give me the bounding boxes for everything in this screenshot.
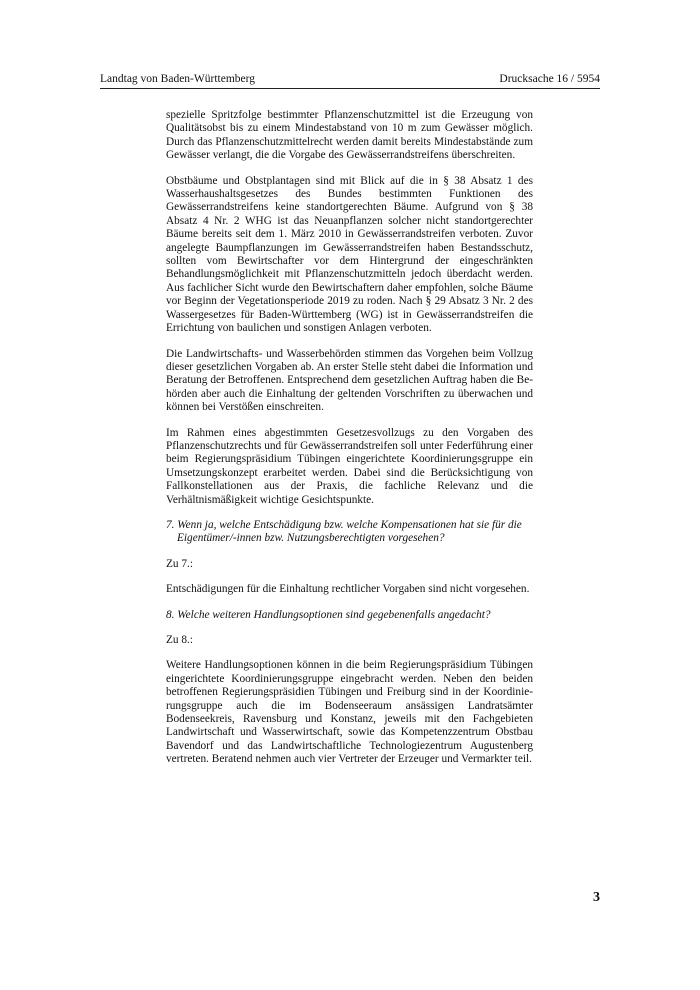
paragraph-3: Die Landwirtschafts- und Wasserbehörden stimmen das Vorgehen beim Vollzug dieser gesetzlichen Vorgaben ab. An erster Stelle steht dabei die Information und Beratung der Betroffenen. Entsprechend dem gesetzlichen Auftrag haben die Behörden aber auch die Einhaltung der geltenden Vorschriften zu überwachen und können bei Verstößen einschreiten. (166, 347, 533, 414)
paragraph-2: Obstbäume und Obstplantagen sind mit Blick auf die in § 38 Absatz 1 des Wasserhaushaltsgesetzes des Bundes bestimmten Funktionen des Gewässerrandstreifens keine standortgerechten Bäume. Aufgrund von § 38 Absatz 4 Nr. 2 WHG ist das Neuanpflanzen solcher nicht standortgerechter Bäume bereits seit dem 1. März 2010 in Gewässerrandstreifen verboten. Zuvor angelegte Baumpflanzungen im Gewässerrandstreifen haben Bestandsschutz, sollten vom Bewirtschafter vor dem Hintergrund der eingeschränkten Behandlungsmöglichkeit mit Pflanzenschutzmitteln jedoch überdacht werden. Aus fachlicher Sicht wurde den Bewirtschaftern daher empfohlen, solche Bäume vor Beginn der Vegetationsperiode 2019 zu roden. Nach § 29 Absatz 3 Nr. 2 des Wassergesetzes für Baden-Württemberg (WG) ist in Gewässerrandstreifen die Errichtung von baulichen und sonstigen Anlagen verboten. (166, 174, 533, 335)
document-body (166, 109, 533, 779)
question-8: 8. Welche weiteren Handlungsoptionen sind gegebenenfalls angedacht? (166, 608, 491, 621)
header-title: Landtag von Baden-Württemberg (100, 73, 255, 85)
paragraph-4: Im Rahmen eines abgestimmten Gesetzesvollzugs zu den Vorgaben des Pflanzenschutzrechts und für Gewässerrandstreifen soll unter Federführung einer beim Regierungspräsidium Tübingen eingerichtete Koordinierungsgruppe ein Umsetzungskonzept erarbeitet werden. Dabei sind die Berücksichtigung von Fallkonstellationen aus der Praxis, die fachliche Relevanz und die Verhältnismäßigkeit wichtige Gesichtspunkte. (166, 426, 533, 506)
page-number: 3 (593, 890, 600, 905)
paragraph-1: spezielle Spritzfolge bestimmter Pflanzenschutzmittel ist die Erzeugung von Qualitätsobst bis zu einem Mindestabstand von 10 m zum Gewässer möglich. Durch das Pflanzenschutzmittelrecht werden damit bereits Mindestabstände zum Gewässer verlangt, die die Vorgabe des Gewässerrandstreifens überschreiten. (166, 109, 533, 162)
header-document-number: Drucksache 16 / 5954 (499, 73, 600, 85)
answer-8-text: Weitere Handlungsoptionen können in die beim Regierungspräsidium Tübingen eingerichtete Koordinierungsgruppe eingebracht werden. Neben den beiden betroffenen Regierungspräsidien Tübingen und Freiburg sind in der Koordinierungsgruppe auch die im Bodenseeraum ansässigen Landratsämter Bodenseekreis, Ravensburg und Konstanz, jeweils mit den Fachgebieten Landwirtschaft und Wasserwirtschaft, sowie das Kompetenzzentrum Obstbau Bavendorf und das Landwirtschaftliche Technologiezentrum Augustenberg vertreten. Beratend nehmen auch vier Vertreter der Erzeuger und Vermarkter teil. (166, 659, 533, 766)
question-7: 7. Wenn ja, welche Entschädigung bzw. welche Kompensationen hat sie für die Eigentümer/-innen bzw. Nutzungsberechtigten vorgesehen? (166, 518, 522, 545)
answer-7-label: Zu 7.: (166, 557, 193, 570)
answer-7-text: Entschädigungen für die Einhaltung rechtlicher Vorgaben sind nicht vorgesehen. (166, 583, 530, 596)
answer-8-label: Zu 8.: (166, 634, 193, 646)
page-header (100, 72, 600, 89)
